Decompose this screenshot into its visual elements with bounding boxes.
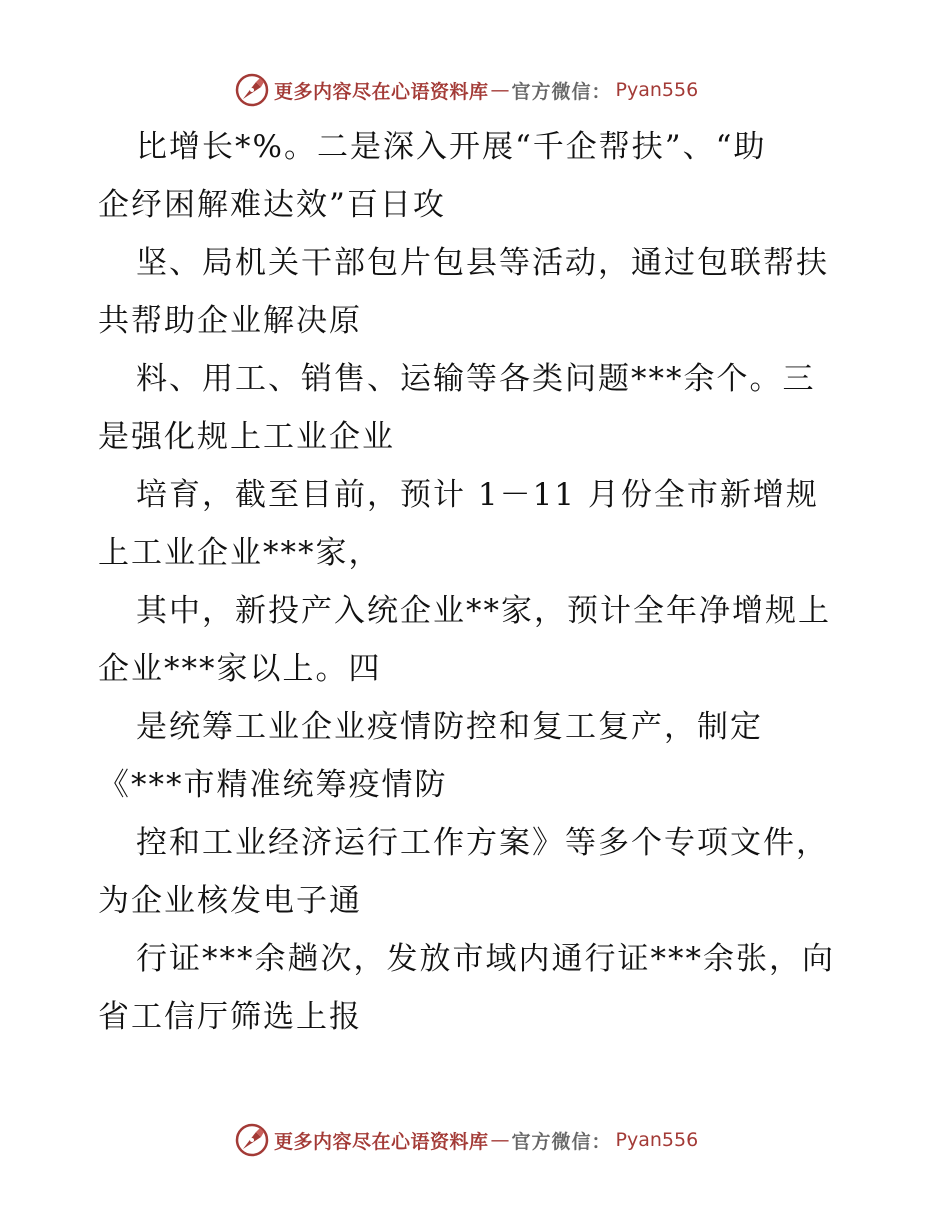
header-watermark	[234, 70, 714, 110]
watermark-brand: 更多内容尽在心语资料库	[274, 80, 489, 103]
document-line: 《***市精准统筹疫情防	[98, 767, 448, 803]
watermark-dash: —	[490, 1129, 510, 1151]
watermark-brand: 更多内容尽在心语资料库	[274, 1130, 489, 1153]
document-line: 坚、局机关干部包片包县等活动，通过包联帮扶	[136, 245, 829, 281]
document-line: 上工业企业***家，	[98, 535, 382, 571]
watermark-wechat-id: Pyan556	[615, 79, 699, 101]
watermark-dash: —	[490, 79, 510, 101]
watermark-wechat-id: Pyan556	[615, 1129, 699, 1151]
document-line: 是统筹工业企业疫情防控和复工复产，制定	[136, 709, 763, 745]
pen-nib-logo-icon	[234, 1122, 270, 1158]
document-line: 为企业核发电子通	[98, 883, 362, 919]
document-line: 企业***家以上。四	[98, 651, 382, 687]
document-line: 料、用工、销售、运输等各类问题***余个。三	[136, 361, 816, 397]
watermark-official-label: 官方微信：	[511, 80, 612, 103]
pen-nib-logo-icon	[234, 72, 270, 108]
document-line: 是强化规上工业企业	[98, 419, 395, 455]
document-line: 共帮助企业解决原	[98, 303, 362, 339]
document-line: 比增长*%。二是深入开展“千企帮扶”、“助	[136, 129, 767, 165]
document-line: 省工信厅筛选上报	[98, 999, 362, 1035]
document-line: 企纾困解难达效”百日攻	[98, 187, 446, 223]
document-line: 培育，截至目前，预计 1－11 月份全市新增规	[136, 477, 819, 513]
footer-watermark	[234, 1120, 714, 1160]
watermark-official-label: 官方微信：	[511, 1130, 612, 1153]
document-line: 行证***余趟次，发放市域内通行证***余张，向	[136, 941, 835, 977]
document-line: 控和工业经济运行工作方案》等多个专项文件，	[136, 825, 829, 861]
document-body	[98, 118, 858, 1046]
document-line: 其中，新投产入统企业**家，预计全年净增规上	[136, 593, 831, 629]
